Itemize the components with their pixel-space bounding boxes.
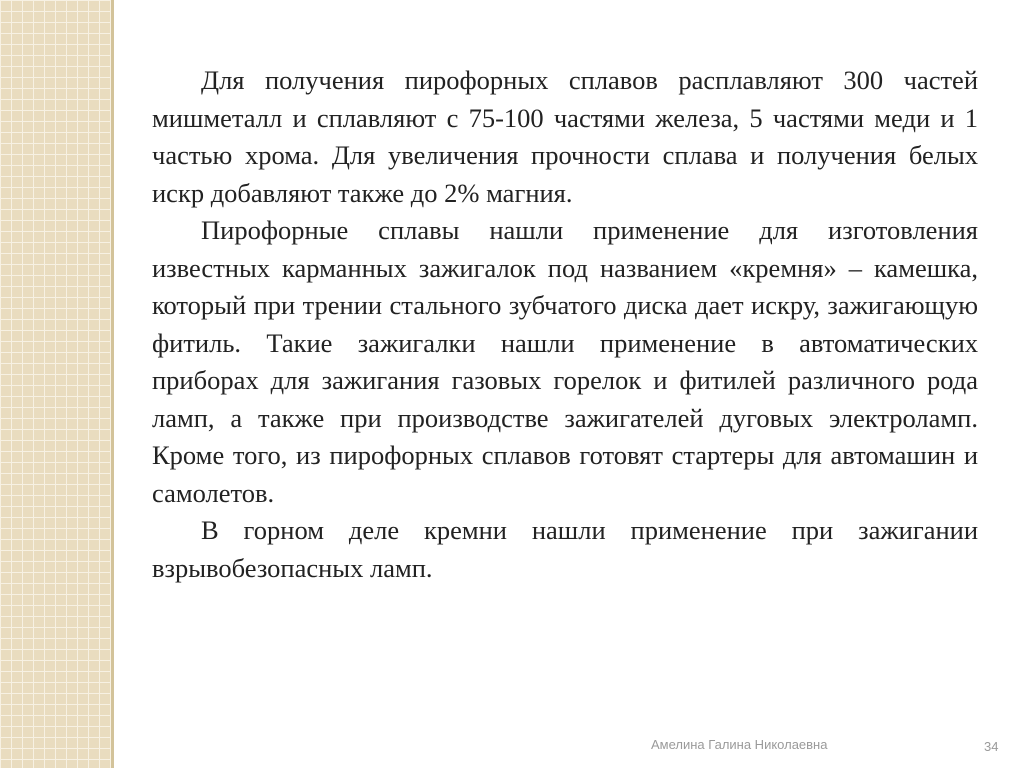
page-number: 34 xyxy=(984,739,999,754)
slide-body-text xyxy=(152,62,978,587)
decorative-side-pattern xyxy=(0,0,111,768)
decorative-side-divider xyxy=(111,0,114,768)
paragraph-mining-applications: В горном деле кремни нашли применение при зажигании взрывобезопасных ламп. xyxy=(152,515,978,583)
paragraph-pyrophoric-alloy-composition: Для получения пирофорных сплавов расплавляют 300 частей мишметалл и сплавляют с 75-100 частями железа, 5 частями меди и 1 частью хрома. Для увеличения прочности сплава и получения белых искр добавляют также до 2% магния. xyxy=(152,65,978,208)
footer-author: Амелина Галина Николаевна xyxy=(651,737,828,752)
paragraph-lighter-applications: Пирофорные сплавы нашли применение для изготовления известных карманных зажигалок под названием «кремня» – камешка, который при трении стального зубчатого диска дает искру, зажигающую фитиль. Такие зажигалки нашли применение в автоматических приборах для зажигания газовых горелок и фитилей различного рода ламп, а также при производстве зажигателей дуговых электроламп. Кроме того, из пирофорных сплавов готовят стартеры для автомашин и самолетов. xyxy=(152,215,978,508)
